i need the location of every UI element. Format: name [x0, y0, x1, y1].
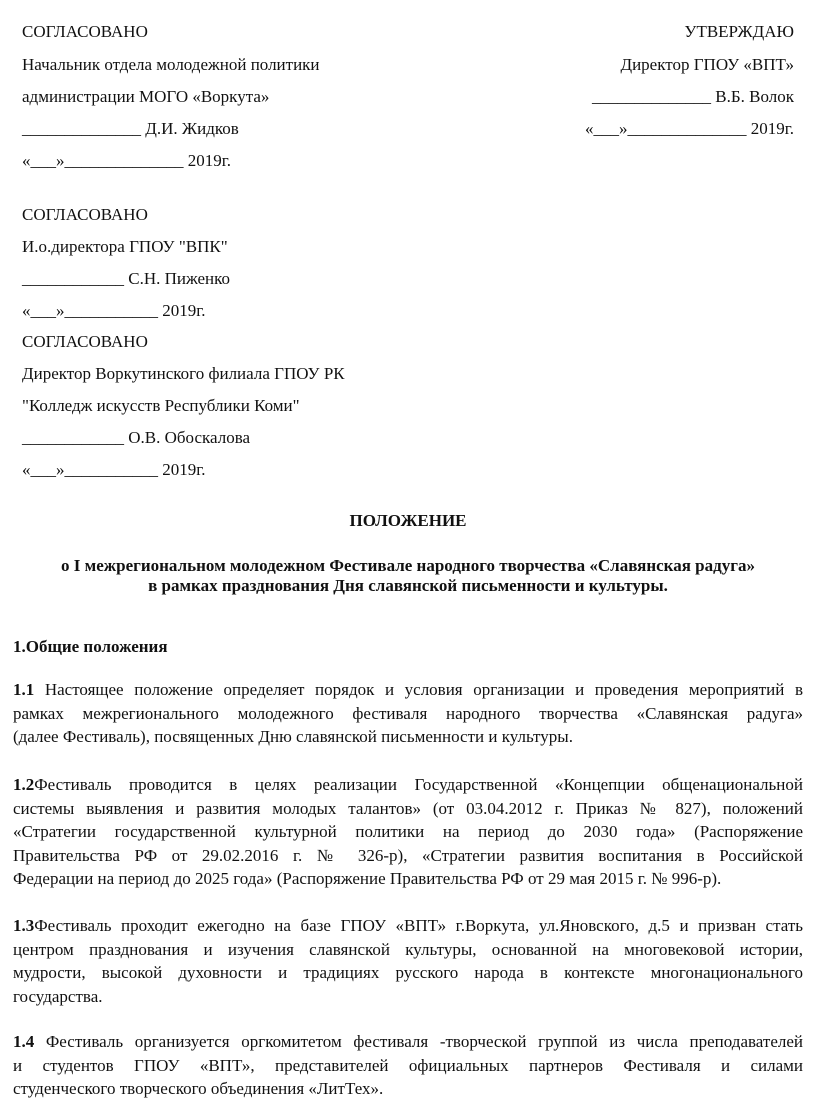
approval-2-title: СОГЛАСОВАНО	[22, 205, 148, 224]
approval-2-signature: ____________ С.Н. Пиженко	[22, 269, 231, 288]
approve-date: «___»______________ 2019г.	[584, 119, 794, 138]
section-heading: 1.Общие положения	[13, 637, 168, 656]
approval-3-signature: ____________ О.В. Обоскалова	[22, 428, 251, 447]
paragraph-1-4: 1.4 Фестиваль организуется оргкомитетом фестиваля -творческой группой из числа преподавателей и студентов ГПОУ «ВПТ», представителей официальных партнеров Фестиваля и силами студенческого творческого объединения «ЛитТех».	[13, 1032, 803, 1098]
approve-title: УТВЕРЖДАЮ	[684, 22, 794, 41]
approval-3-date: «___»___________ 2019г.	[22, 460, 206, 479]
paragraph-number: 1.2	[13, 775, 35, 794]
paragraph-number: 1.3	[13, 916, 35, 935]
document-subtitle: о I межрегиональном молодежном Фестивале народного творчества «Славянская радуга»	[61, 556, 755, 575]
approval-3-line: "Колледж искусств Республики Коми"	[22, 396, 300, 415]
approve-signature: ______________ В.Б. Волок	[592, 87, 794, 106]
approval-3-title: СОГЛАСОВАНО	[22, 332, 148, 351]
paragraph-number: 1.1	[13, 680, 35, 699]
approval-1-line: администрации МОГО «Воркута»	[22, 87, 270, 106]
approval-1-date: «___»______________ 2019г.	[22, 151, 232, 170]
paragraph-1-2: 1.2Фестиваль проводится в целях реализации Государственной «Концепции общенациональной системы выявления и развития молодых талантов» (от 03.04.2012 г. Приказ № 827), положений «Стратегии государственной культурной политики на период до 2030 года» (Распоряжение Правительства РФ от 29.02.2016 г. № 326-р), «Стратегии развития воспитания в Российской Федерации на период до 2025 года» (Распоряжение Правительства РФ от 29 мая 2015 г. № 996-р).	[13, 775, 803, 888]
approval-2-line: И.о.директора ГПОУ "ВПК"	[22, 237, 228, 256]
approve-line: Директор ГПОУ «ВПТ»	[620, 55, 794, 74]
approval-3-line: Директор Воркутинского филиала ГПОУ РК	[22, 364, 345, 383]
approval-1-line: Начальник отдела молодежной политики	[22, 55, 320, 74]
document-subtitle: в рамках празднования Дня славянской письменности и культуры.	[148, 576, 668, 595]
approval-1-signature: ______________ Д.И. Жидков	[22, 119, 239, 138]
paragraph-1-1: 1.1 Настоящее положение определяет порядок и условия организации и проведения мероприятий в рамках межрегионального молодежного фестиваля народного творчества «Славянская радуга» (далее Фестиваль), посвященных Дню славянской письменности и культуры.	[13, 680, 803, 746]
paragraph-number: 1.4	[13, 1032, 35, 1051]
document-title: ПОЛОЖЕНИЕ	[349, 511, 467, 530]
approval-1-title: СОГЛАСОВАНО	[22, 22, 148, 41]
paragraph-1-3: 1.3Фестиваль проходит ежегодно на базе ГПОУ «ВПТ» г.Воркута, ул.Яновского, д.5 и призван стать центром празднования и изучения славянской культуры, основанной на многовековой истории, мудрости, высокой духовности и традициях русского народа в контексте многонационального государства.	[13, 916, 803, 1006]
approval-2-date: «___»___________ 2019г.	[22, 301, 206, 320]
